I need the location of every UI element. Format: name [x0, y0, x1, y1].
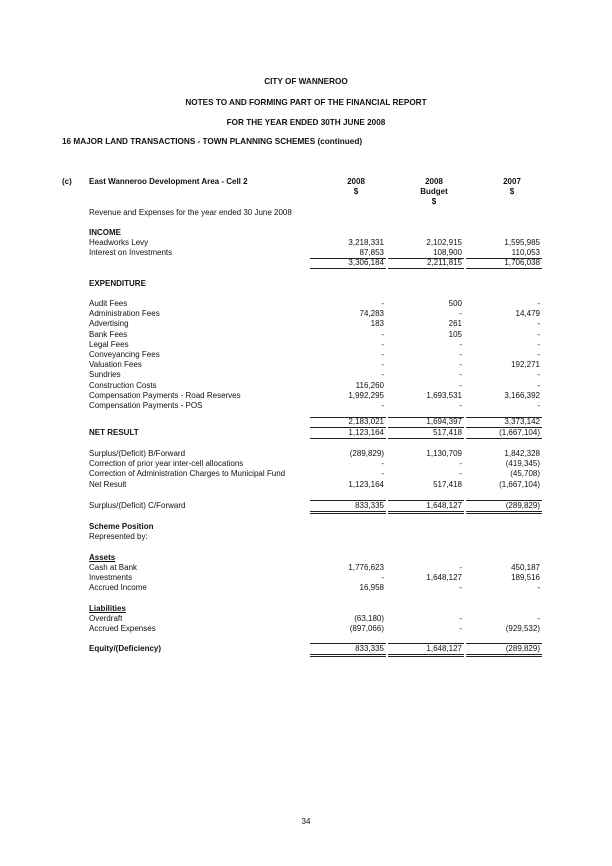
- net-result-budget: 517,418: [433, 428, 462, 437]
- cforward-budget: 1,648,127: [426, 501, 462, 510]
- scheme-heading: Scheme Position: [89, 522, 154, 531]
- represented-by: Represented by:: [89, 532, 148, 541]
- row-label: Net Result: [89, 479, 127, 489]
- cf-rule-1: [310, 511, 386, 512]
- row-value-2008: 1,776,623: [348, 563, 384, 572]
- row-value-2007: (419,345): [505, 459, 540, 469]
- row-label: Surplus/(Deficit) B/Forward: [89, 449, 186, 458]
- row-label: Correction of prior year inter-cell allocations: [89, 459, 244, 469]
- row-label: Advertising: [89, 319, 129, 329]
- cforward-2007: (289,829): [505, 501, 540, 510]
- row-label: Compensation Payments - POS: [89, 401, 203, 410]
- sub-label: (c): [62, 177, 72, 186]
- income-total-rule-3: [466, 268, 542, 269]
- row-label: Conveyancing Fees: [89, 350, 160, 359]
- row-value-2007: 1,842,328: [504, 449, 540, 458]
- row-value-budget: -: [459, 309, 462, 319]
- eq-rule-3b: [466, 656, 542, 657]
- income-total-rule-2: [388, 268, 464, 269]
- row-value-2007: 110,053: [511, 248, 540, 257]
- row-label: Legal Fees: [89, 339, 129, 349]
- cforward-label: Surplus/(Deficit) C/Forward: [89, 501, 186, 510]
- row-value-2008: 116,260: [355, 380, 384, 390]
- exp-total-2008: 2,183,021: [348, 417, 384, 426]
- row-value-2007: 3,166,392: [504, 390, 540, 400]
- eq-rule-1b: [310, 656, 386, 657]
- expenditure-heading: EXPENDITURE: [89, 279, 146, 288]
- row-label: Administration Fees: [89, 309, 160, 319]
- row-value-2008: (63,180): [354, 614, 384, 623]
- row-value-2008: 1,992,295: [348, 390, 384, 400]
- row-value-2008: -: [381, 299, 384, 308]
- income-heading: INCOME: [89, 228, 121, 237]
- row-value-2008: -: [381, 401, 384, 410]
- row-value-2008: (897,066): [349, 624, 384, 634]
- row-value-2007: -: [537, 299, 540, 308]
- row-value-budget: -: [459, 339, 462, 349]
- net-rule-3: [466, 438, 542, 439]
- intro-text: Revenue and Expenses for the year ended 30 June 2008: [89, 208, 292, 217]
- row-value-2007: -: [537, 329, 540, 339]
- row-value-2007: 189,516: [511, 573, 540, 583]
- row-value-2007: -: [537, 319, 540, 329]
- income-total-2007: 1,706,038: [504, 258, 540, 267]
- eq-rule-2b: [388, 656, 464, 657]
- report-notes-title: NOTES TO AND FORMING PART OF THE FINANCIAL REPORT: [185, 98, 427, 107]
- row-label: Audit Fees: [89, 299, 128, 308]
- sub-title: East Wanneroo Development Area - Cell 2: [89, 177, 248, 186]
- cforward-2008: 833,335: [355, 501, 384, 510]
- cf-rule-3b: [466, 513, 542, 514]
- net-result-2008: 1,123,164: [348, 428, 384, 437]
- row-value-budget: 517,418: [433, 479, 462, 489]
- row-value-budget: -: [459, 380, 462, 390]
- row-value-2007: -: [537, 339, 540, 349]
- col2-unit: $: [431, 197, 437, 206]
- row-value-budget: -: [459, 563, 462, 572]
- row-value-budget: 2,102,915: [426, 238, 462, 247]
- row-value-2008: 74,283: [359, 309, 384, 319]
- income-total-rule-1: [310, 268, 386, 269]
- row-value-2008: 16,958: [359, 583, 384, 593]
- liabilities-heading: Liabilities: [89, 604, 126, 613]
- row-value-2008: -: [381, 360, 384, 370]
- row-value-2007: 1,595,985: [504, 238, 540, 247]
- exp-total-2007: 3,373,142: [504, 417, 540, 426]
- row-value-2008: 1,123,164: [348, 479, 384, 489]
- row-value-budget: 1,648,127: [426, 573, 462, 583]
- equity-2008: 833,335: [355, 644, 384, 653]
- row-label: Bank Fees: [89, 329, 128, 339]
- row-value-budget: -: [459, 360, 462, 370]
- row-label: Valuation Fees: [89, 360, 142, 370]
- eq-rule-1: [310, 654, 386, 655]
- row-value-budget: -: [459, 469, 462, 479]
- row-value-2007: -: [537, 380, 540, 390]
- row-value-2007: -: [537, 614, 540, 623]
- assets-heading: Assets: [89, 553, 116, 562]
- cf-rule-2b: [388, 513, 464, 514]
- row-value-budget: -: [459, 459, 462, 469]
- row-value-2008: 183: [370, 319, 384, 329]
- col2-budget: Budget: [420, 187, 448, 196]
- row-value-budget: 1,130,709: [426, 449, 462, 458]
- col1-unit: $: [353, 187, 359, 196]
- equity-2007: (289,829): [505, 644, 540, 653]
- row-value-2008: -: [381, 350, 384, 359]
- row-value-budget: 105: [448, 329, 462, 339]
- row-value-2008: 87,853: [359, 248, 384, 257]
- row-value-2007: (45,708): [510, 469, 540, 479]
- row-value-budget: -: [459, 614, 462, 623]
- row-value-budget: 261: [448, 319, 462, 329]
- cf-rule-2: [388, 511, 464, 512]
- col1-year: 2008: [347, 177, 365, 186]
- row-value-2008: (289,829): [349, 449, 384, 458]
- exp-total-budget: 1,694,397: [426, 417, 462, 426]
- col2-year: 2008: [425, 177, 443, 186]
- section-title: 16 MAJOR LAND TRANSACTIONS - TOWN PLANNING SCHEMES (continued): [62, 137, 363, 146]
- row-label: Interest on Investments: [89, 248, 173, 257]
- row-value-2007: -: [537, 583, 540, 593]
- row-value-2008: -: [381, 469, 384, 479]
- row-label: Accrued Expenses: [89, 624, 156, 634]
- col3-year: 2007: [503, 177, 521, 186]
- equity-label: Equity/(Deficiency): [89, 644, 162, 653]
- col3-unit: $: [509, 187, 515, 196]
- net-result-label: NET RESULT: [89, 428, 139, 437]
- row-value-budget: 1,693,531: [426, 390, 462, 400]
- net-result-2007: (1,667,104): [499, 428, 540, 437]
- income-total-budget: 2,211,815: [427, 258, 462, 267]
- row-value-budget: -: [459, 370, 462, 380]
- eq-rule-2: [388, 654, 464, 655]
- cf-rule-3: [466, 511, 542, 512]
- row-label: Compensation Payments - Road Reserves: [89, 390, 241, 400]
- row-value-2008: 3,218,331: [348, 238, 384, 247]
- row-value-2008: -: [381, 339, 384, 349]
- row-label: Investments: [89, 573, 133, 583]
- row-value-2007: 14,479: [515, 309, 540, 319]
- row-label: Correction of Administration Charges to Municipal Fund: [89, 469, 286, 479]
- row-value-2007: 450,187: [511, 563, 540, 572]
- page-number: 34: [301, 817, 311, 826]
- row-value-2007: (929,532): [505, 624, 540, 634]
- row-label: Overdraft: [89, 614, 123, 623]
- row-value-2008: -: [381, 573, 384, 583]
- net-rule-2: [388, 438, 464, 439]
- row-value-2007: (1,667,104): [499, 479, 540, 489]
- row-value-2008: -: [381, 459, 384, 469]
- row-label: Construction Costs: [89, 380, 157, 390]
- row-value-2008: -: [381, 329, 384, 339]
- row-value-budget: -: [459, 401, 462, 410]
- row-value-2007: 192,271: [511, 360, 540, 370]
- row-value-budget: -: [459, 583, 462, 593]
- row-value-2007: -: [537, 370, 540, 380]
- income-total-2008: 3,306,184: [348, 258, 384, 267]
- row-value-2008: -: [381, 370, 384, 380]
- eq-rule-3: [466, 654, 542, 655]
- row-value-2007: -: [537, 401, 540, 410]
- row-value-budget: -: [459, 350, 462, 359]
- row-label: Headworks Levy: [89, 238, 149, 247]
- report-period: FOR THE YEAR ENDED 30TH JUNE 2008: [226, 118, 386, 127]
- cf-rule-1b: [310, 513, 386, 514]
- row-label: Sundries: [89, 370, 121, 380]
- report-org: CITY OF WANNEROO: [264, 77, 348, 86]
- row-value-budget: 500: [448, 299, 462, 308]
- row-value-budget: 108,900: [433, 248, 462, 257]
- net-rule-1: [310, 438, 386, 439]
- row-label: Accrued Income: [89, 583, 147, 593]
- row-value-2007: -: [537, 350, 540, 359]
- row-value-budget: -: [459, 624, 462, 634]
- row-label: Cash at Bank: [89, 563, 138, 572]
- equity-budget: 1,648,127: [426, 644, 462, 653]
